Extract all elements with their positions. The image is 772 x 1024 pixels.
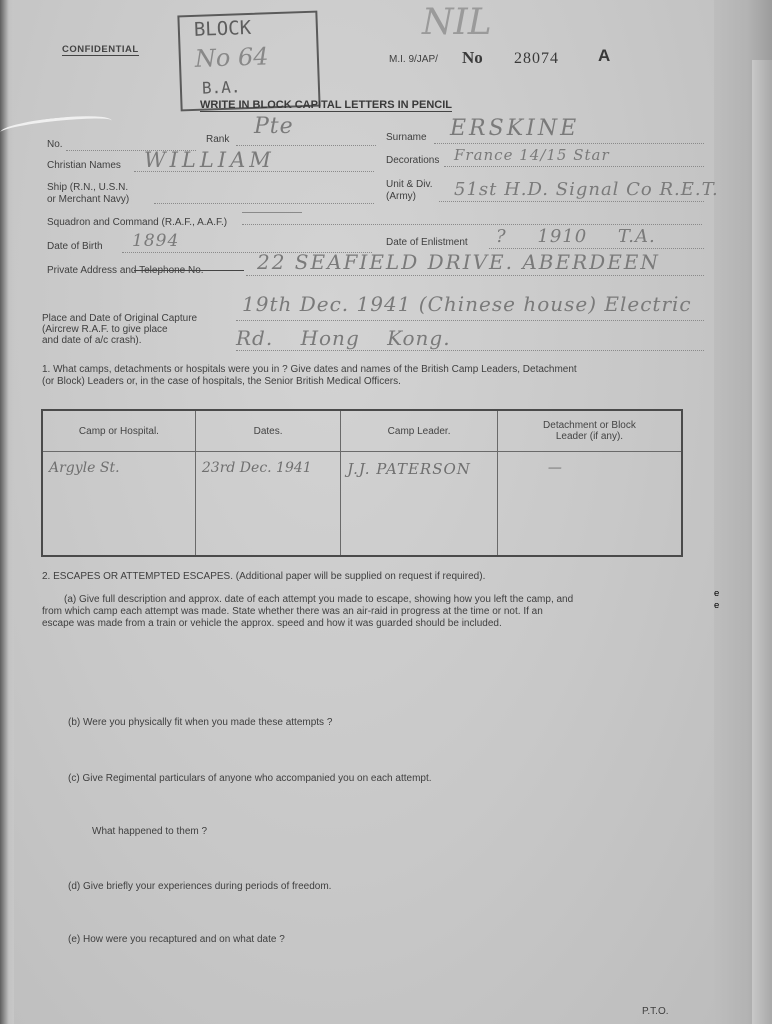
address-label: Private Address and Telephone No.: [47, 265, 204, 276]
pencil-instruction: WRITE IN BLOCK CAPITAL LETTERS IN PENCIL: [200, 99, 452, 111]
table-cell: —: [497, 452, 682, 557]
decorations-value: France 14/15 Star: [454, 146, 610, 164]
no-label: No.: [47, 139, 63, 150]
question-1-line-1: 1. What camps, detachments or hospitals were you in ? Give dates and names of the British Camp Leaders, Detachment: [42, 364, 577, 375]
question-2a-line-3: escape was made from a train or vehicle the approx. speed and how it was guarded should be included.: [42, 618, 502, 629]
underlying-page-edge: [752, 60, 772, 1024]
side-mark: e: [714, 600, 720, 611]
unit-label-2: (Army): [386, 191, 416, 202]
capture-value-2: Rd. Hong Kong.: [236, 326, 451, 350]
capture-label-3: and date of a/c crash).: [42, 335, 142, 346]
column-header: Camp or Hospital.: [42, 410, 195, 452]
capture-label-2: (Aircrew R.A.F. to give place: [42, 324, 168, 335]
question-2b: (b) Were you physically fit when you made these attempts ?: [68, 717, 333, 728]
question-2c: (c) Give Regimental particulars of anyone who accompanied you on each attempt.: [68, 773, 432, 784]
question-1-line-2: (or Block) Leaders or, in the case of hospitals, the Senior British Medical Officers.: [42, 376, 401, 387]
table-header-row: [42, 410, 682, 452]
ship-label-1: Ship (R.N., U.S.N.: [47, 182, 129, 193]
column-header: Camp Leader.: [341, 410, 498, 452]
telephone-strikethrough: [134, 270, 244, 271]
pto-label: P.T.O.: [642, 1006, 669, 1017]
form-number: 28074: [514, 50, 559, 67]
surname-line: [434, 143, 704, 144]
table-cell: 23rd Dec. 1941: [195, 452, 340, 557]
surname-label: Surname: [386, 132, 427, 143]
table-row: [42, 452, 682, 557]
capture-label-1: Place and Date of Original Capture: [42, 313, 198, 324]
table-cell: Argyle St.: [42, 452, 195, 557]
enlistment-value: ? 1910 T.A.: [496, 226, 656, 247]
squadron-line: [242, 212, 302, 213]
address-value: 22 SEAFIELD DRIVE. ABERDEEN: [257, 250, 660, 274]
unit-line: [439, 201, 704, 202]
unit-label-1: Unit & Div.: [386, 179, 433, 190]
capture-value-1: 19th Dec. 1941 (Chinese house) Electric: [242, 292, 692, 316]
ship-line: [154, 203, 374, 204]
squadron-line-2: [242, 224, 702, 225]
rank-value: Pte: [254, 114, 294, 139]
rank-label: Rank: [206, 134, 230, 145]
stamp-line-2: No 64: [194, 42, 269, 73]
christian-names-value: WILLIAM: [144, 148, 275, 172]
surname-value: ERSKINE: [450, 116, 580, 141]
date-of-birth-label: Date of Birth: [47, 241, 103, 252]
column-header: Detachment or Block Leader (if any).: [497, 410, 682, 452]
question-2e: (e) How were you recaptured and on what date ?: [68, 934, 285, 945]
block-stamp: [177, 11, 320, 112]
christian-names-line: [134, 171, 374, 172]
enlistment-line: [489, 248, 704, 249]
reference-prefix: M.I. 9/JAP/: [389, 54, 438, 65]
question-2a-line-1: (a) Give full description and approx. date of each attempt you made to escape, showing how you left the camp, and: [64, 594, 574, 605]
camp-table: [41, 409, 683, 557]
ship-label-2: or Merchant Navy): [47, 194, 130, 205]
squadron-label: Squadron and Command (R.A.F., A.A.F.): [47, 217, 228, 228]
stamp-line-3: B.A.: [201, 77, 241, 98]
table-cell: J.J. PATERSON: [341, 452, 498, 557]
rank-line: [236, 145, 376, 146]
capture-line-1: [236, 320, 704, 321]
confidential-label: CONFIDENTIAL: [62, 44, 139, 55]
pow-questionnaire-form: [14, 0, 719, 1024]
nil-annotation: NIL: [422, 2, 492, 43]
unit-value: 51st H.D. Signal Co R.E.T.: [454, 179, 719, 200]
enlistment-label: Date of Enlistment: [386, 237, 468, 248]
question-2a-line-2: from which camp each attempt was made. State whether there was an air-raid in progress at the time or not. If an: [42, 606, 543, 617]
capture-line-2: [236, 350, 704, 351]
question-2-title: 2. ESCAPES OR ATTEMPTED ESCAPES. (Additional paper will be supplied on request if required).: [42, 571, 486, 582]
christian-names-label: Christian Names: [47, 160, 121, 171]
date-of-birth-value: 1894: [132, 231, 180, 251]
form-suffix: A: [598, 46, 611, 65]
decorations-label: Decorations: [386, 155, 440, 166]
side-mark: e: [714, 588, 720, 599]
address-line: [246, 275, 704, 276]
column-header: Dates.: [195, 410, 340, 452]
question-2c-follow-up: What happened to them ?: [92, 826, 208, 837]
stamp-line-1: BLOCK: [193, 16, 252, 41]
decorations-line: [444, 166, 704, 167]
number-label: No: [462, 48, 483, 67]
question-2d: (d) Give briefly your experiences during periods of freedom.: [68, 881, 332, 892]
